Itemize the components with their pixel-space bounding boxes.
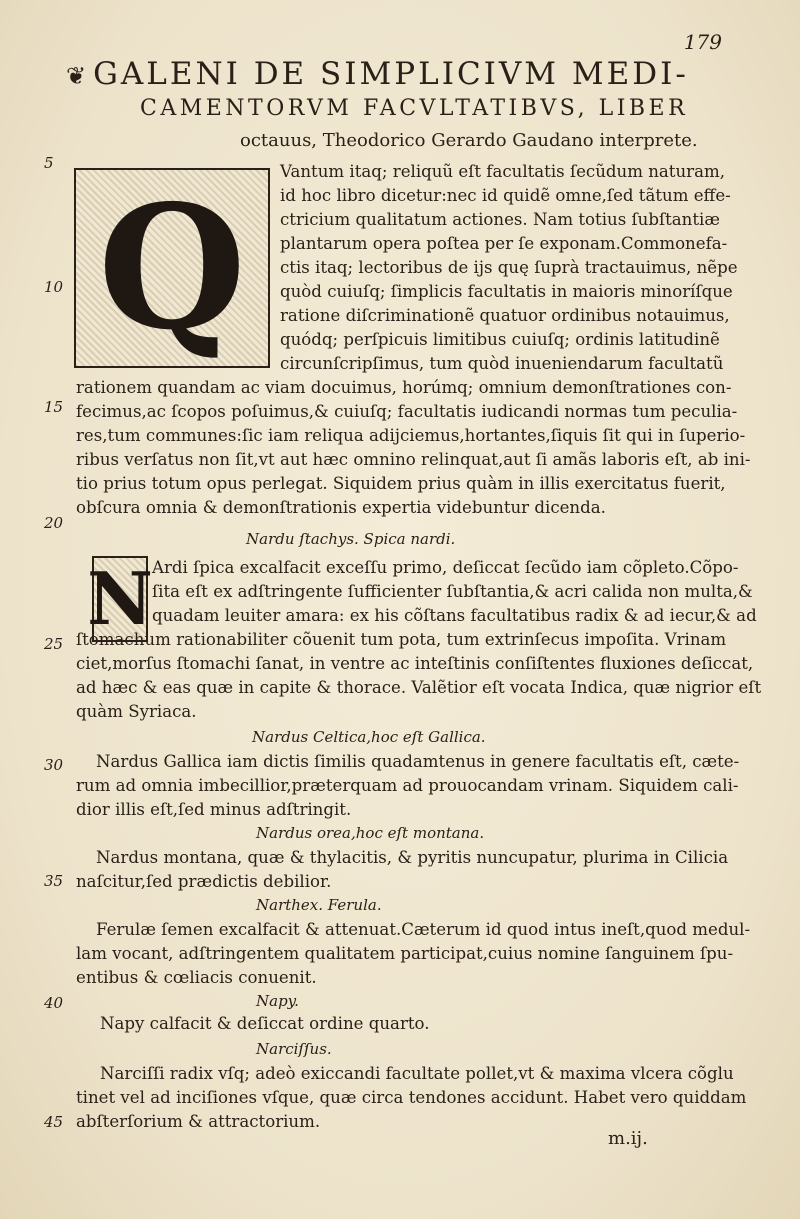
line-number: 25 [44,635,64,653]
text-line: abſterſorium & attractorium. [76,1112,321,1131]
page-number: 179 [683,30,722,54]
line-number: 15 [44,398,64,416]
fleuron-icon: ❦ [66,62,90,90]
title-line-2: CAMENTORVM FACVLTATIBVS, LIBER [140,96,689,121]
entry-heading: Narthex. Ferula. [256,896,382,914]
text-line: rationem quandam ac viam docuimus, horúmq; omnium demonſtrationes con- [76,378,732,397]
line-number: 30 [44,756,64,774]
text-line: tio prius totum opus perlegat. Siquidem prius quàm in illis exercitatus fuerit, [76,474,726,493]
text-line: ribus verſatus non ſit,vt aut hæc omnino relinquat,aut ſi amãs laboris eſt, ab ini- [76,450,751,469]
decorated-initial-q [74,168,270,368]
text-line: dior illis eſt,ſed minus adſtringit. [76,800,352,819]
text-line: Nardus Gallica iam dictis ſimilis quadamtenus in genere facultatis eſt, cæte- [96,752,740,771]
line-number: 45 [44,1113,64,1131]
text-line: obſcura omnia & demonſtrationis expertia videbuntur dicenda. [76,498,606,517]
entry-heading: Nardus Celtica,hoc eſt Gallica. [252,728,486,746]
text-line: rum ad omnia imbecillior,præterquam ad prouocandam vrinam. Siquidem cali- [76,776,739,795]
line-number: 35 [44,872,64,890]
text-line: plantarum opera poſtea per ſe exponam.Commonefa- [280,234,728,253]
entry-heading: Nardus orea,hoc eſt montana. [256,824,485,842]
text-line: Narciſſi radix vſq; adeò exiccandi facultate pollet,vt & maxima vlcera cõglu [100,1064,734,1083]
line-number: 10 [44,278,64,296]
text-line: Nardus montana, quæ & thylacitis, & pyritis nuncupatur, plurima in Cilicia [96,848,729,867]
text-line: Vantum itaq; reliquũ eſt facultatis ſecũdum naturam, [280,162,725,181]
title-line-1 [66,56,756,92]
text-line: naſcitur,ſed prædictis debilior. [76,872,332,891]
text-line: ctis itaq; lectoribus de ijs quę ſuprà tractauimus, nẽpe [280,258,738,277]
entry-heading: Napy. [256,992,299,1010]
text-line: quàm Syriaca. [76,702,197,721]
signature-mark: m.ij. [608,1128,648,1149]
text-line: fecimus,ac ſcopos poſuimus,& cuiuſq; facultatis iudicandi normas tum peculia- [76,402,738,421]
text-line: ſtomachum rationabiliter cõuenit tum pota, tum extrinſecus impoſita. Vrinam [76,630,727,649]
line-number: 40 [44,994,64,1012]
text-line: ad hæc & eas quæ in capite & thorace. Valẽtior eſt vocata Indica, quæ nigrior eſt [76,678,762,697]
text-line: quadam leuiter amara: ex his cõſtans facultatibus radix & ad iecur,& ad [152,606,757,625]
line-number: 5 [44,154,54,172]
text-line: circunſcripſimus, tum quòd inueniendarum facultatũ [280,354,724,373]
line-number: 20 [44,514,64,532]
text-line: quódq; perſpicuis limitibus cuiuſq; ordinis latitudinẽ [280,330,720,349]
text-line: quòd cuiuſq; ſimplicis facultatis in maioris minoríſque [280,282,733,301]
text-line: Ferulæ ſemen excalfacit & attenuat.Cæterum id quod intus ineſt,quod medul- [96,920,751,939]
text-line: entibus & cœliacis conuenit. [76,968,317,987]
text-line: Napy calfacit & deſiccat ordine quarto. [100,1014,430,1033]
text-line: tinet vel ad inciſiones vſque, quæ circa tendones accidunt. Habet vero quiddam [76,1088,747,1107]
text-line: ctricium qualitatum actiones. Nam totius ſubſtantiæ [280,210,720,229]
title-text-1: GALENI DE SIMPLICIVM MEDI- [93,56,689,92]
text-line: ciet,morſus ſtomachi ſanat, in ventre ac inteſtinis conſiſtentes fluxiones deſiccat, [76,654,754,673]
text-line: ratione diſcriminationẽ quatuor ordinibus notauimus, [280,306,730,325]
text-line: res,tum communes:ſic iam reliqua adijciemus,hortantes,ſiquis ſit qui in ſuperio- [76,426,746,445]
title-line-3: octauus, Theodorico Gerardo Gaudano interprete. [240,130,698,151]
text-line: id hoc libro dicetur:nec id quidẽ omne,ſed tãtum effe- [280,186,731,205]
text-line: lam vocant, adſtringentem qualitatem participat,cuius nomine ſanguinem ſpu- [76,944,734,963]
entry-heading: Nardu ſtachys. Spica nardi. [246,530,456,548]
text-line: Ardi ſpica excalfacit exceſſu primo, deſiccat ſecũdo iam cõpleto.Cõpo- [152,558,739,577]
text-line: ſita eſt ex adſtringente ſufficienter ſubſtantia,& acri calida non multa,& [152,582,753,601]
initial-letter: N [87,556,153,641]
entry-heading: Narciſſus. [256,1040,332,1058]
initial-letter: Q [97,168,247,368]
